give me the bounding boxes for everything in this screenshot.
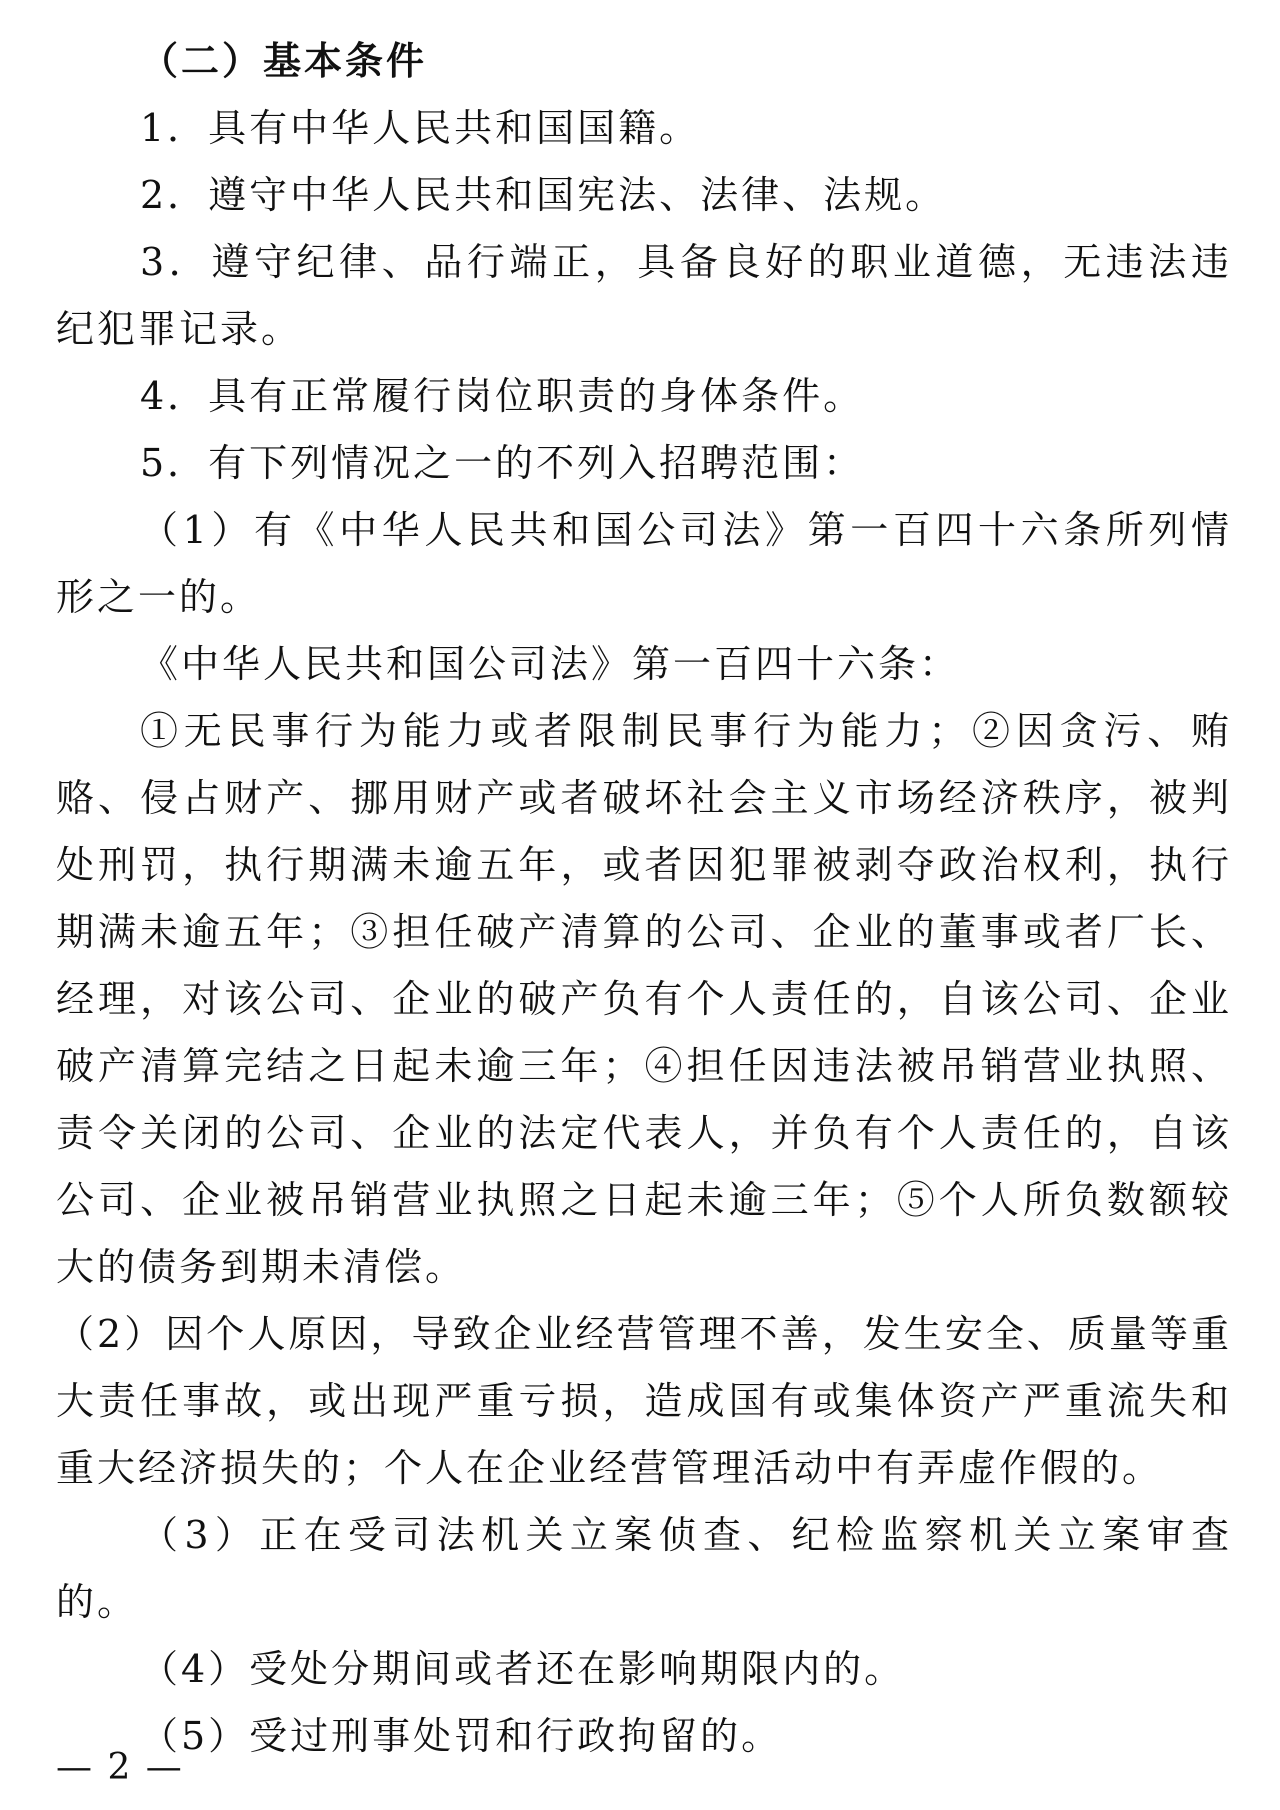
exclusion-item-5: （5）受过刑事处罚和行政拘留的。 — [140, 1714, 783, 1758]
company-law-article-title: 《中华人民共和国公司法》第一百四十六条： — [140, 642, 961, 686]
condition-health: 4．具有正常履行岗位职责的身体条件。 — [140, 374, 865, 418]
document-page — [56, 28, 1232, 1770]
exclusion-item-2: （2）因个人原因，导致企业经营管理不善，发生安全、质量等重大责任事故，或出现严重亏损，造成国有或集体资产严重流失和重大经济损失的；个人在企业经营管理活动中有弄虚作假的。 — [56, 1312, 1232, 1490]
section-heading: （二）基本条件 — [140, 39, 428, 83]
exclusion-item-4: （4）受处分期间或者还在影响期限内的。 — [140, 1647, 906, 1691]
condition-nationality: 1．具有中华人民共和国国籍。 — [140, 106, 701, 150]
exclusion-item-1: （1）有《中华人民共和国公司法》第一百四十六条所列情形之一的。 — [56, 508, 1232, 619]
exclusion-item-3: （3）正在受司法机关立案侦查、纪检监察机关立案审查的。 — [56, 1513, 1232, 1624]
company-law-article-body: ①无民事行为能力或者限制民事行为能力；②因贪污、贿赂、侵占财产、挪用财产或者破坏社会主义市场经济秩序，被判处刑罚，执行期满未逾五年，或者因犯罪被剥夺政治权利，执行期满未逾五年；③担任破产清算的公司、企业的董事或者厂长、经理，对该公司、企业的破产负有个人责任的，自该公司、企业破产清算完结之日起未逾三年；④担任因违法被吊销营业执照、责令关闭的公司、企业的法定代表人，并负有个人责任的，自该公司、企业被吊销营业执照之日起未逾三年；⑤个人所负数额较大的债务到期未清偿。 — [56, 709, 1232, 1289]
condition-exclusions-intro: 5．有下列情况之一的不列入招聘范围： — [140, 441, 865, 485]
condition-discipline: 3．遵守纪律、品行端正，具备良好的职业道德，无违法违纪犯罪记录。 — [56, 240, 1232, 351]
condition-law-abiding: 2．遵守中华人民共和国宪法、法律、法规。 — [140, 173, 947, 217]
page-number: — 2 — — [56, 1747, 184, 1788]
